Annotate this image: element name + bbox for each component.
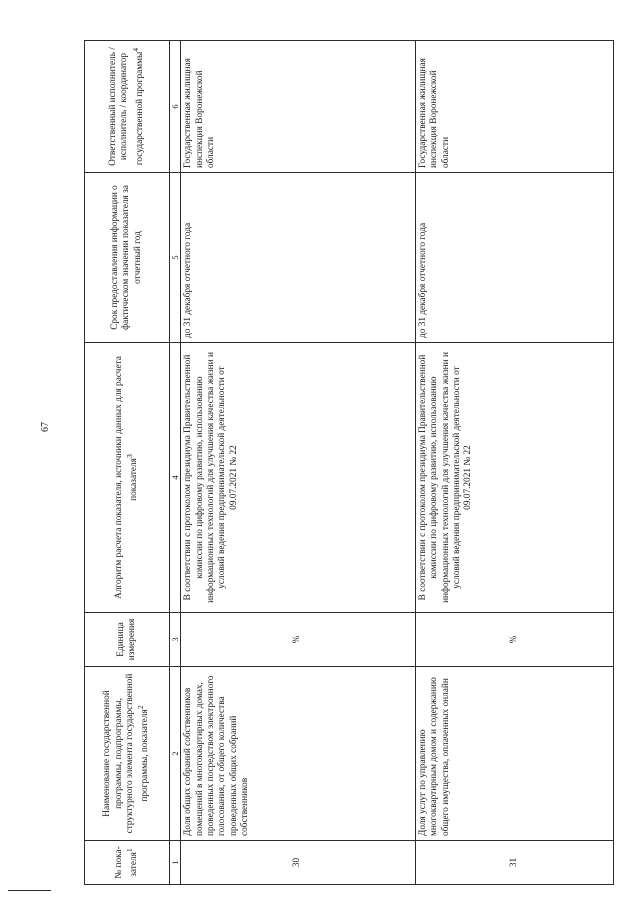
rotated-table-wrapper [84,41,614,885]
table-row [415,41,613,885]
header-deadline: Срок предоставления информации о фактическом значении показателя за отчетный год [85,173,170,343]
column-number-row [170,41,181,885]
column-number: 1 [170,841,181,885]
indicator-executor: Государственная жилищная инспекция Воронежской области [181,41,416,173]
indicator-name: Доля услуг по управлению многоквартирным домом и содержанию общего имущества, оплаченных онлайн [415,667,613,841]
indicator-deadline: до 31 декабря отчетного года [181,173,416,343]
indicator-unit: % [181,613,416,667]
column-number: 6 [170,41,181,173]
indicator-unit: % [415,613,613,667]
indicator-executor: Государственная жилищная инспекция Воронежской области [415,41,613,173]
column-number: 4 [170,343,181,613]
indicator-table [84,40,614,885]
indicator-deadline: до 31 декабря отчетного года [415,173,613,343]
header-executor: Ответственный исполнитель / исполнитель / координатор государственной программы$^4$ [85,41,170,173]
header-indicator-name: Наименование государственной программы, подпрограммы, структурного элемента государственной программы, показателя$^2$ [85,667,170,841]
indicator-number: 30 [181,841,416,885]
indicator-algorithm: В соответствии с протоколом президиума Правительственной комиссии по цифровому развитию, использованию информационных технологий для улучшения качества жизни и условий ведения предпринимательской деятельности от 09.07.2021 № 22 [415,343,613,613]
column-number: 2 [170,667,181,841]
indicator-table-sheet [84,41,614,885]
footnote-divider [8,890,51,891]
header-indicator-number: № пока-зателя$^1$ [85,841,170,885]
page-number: 67 [40,422,51,432]
header-unit: Единица измерения [85,613,170,667]
indicator-number: 31 [415,841,613,885]
indicator-name: Доля общих собраний собственников помещений в многоквартирных домах, проведенных посредством электронного голосования, от общего количества проведенных общих собраний собственников [181,667,416,841]
indicator-algorithm: В соответствии с протоколом президиума Правительственной комиссии по цифровому развитию, использованию информационных технологий для улучшения качества жизни и условий ведения предпринимательской деятельности от 09.07.2021 № 22 [181,343,416,613]
table-header-row [85,41,170,885]
header-algorithm: Алгоритм расчета показателя, источники данных для расчета показателя$^3$ [85,343,170,613]
column-number: 3 [170,613,181,667]
column-number: 5 [170,173,181,343]
table-row [181,41,416,885]
